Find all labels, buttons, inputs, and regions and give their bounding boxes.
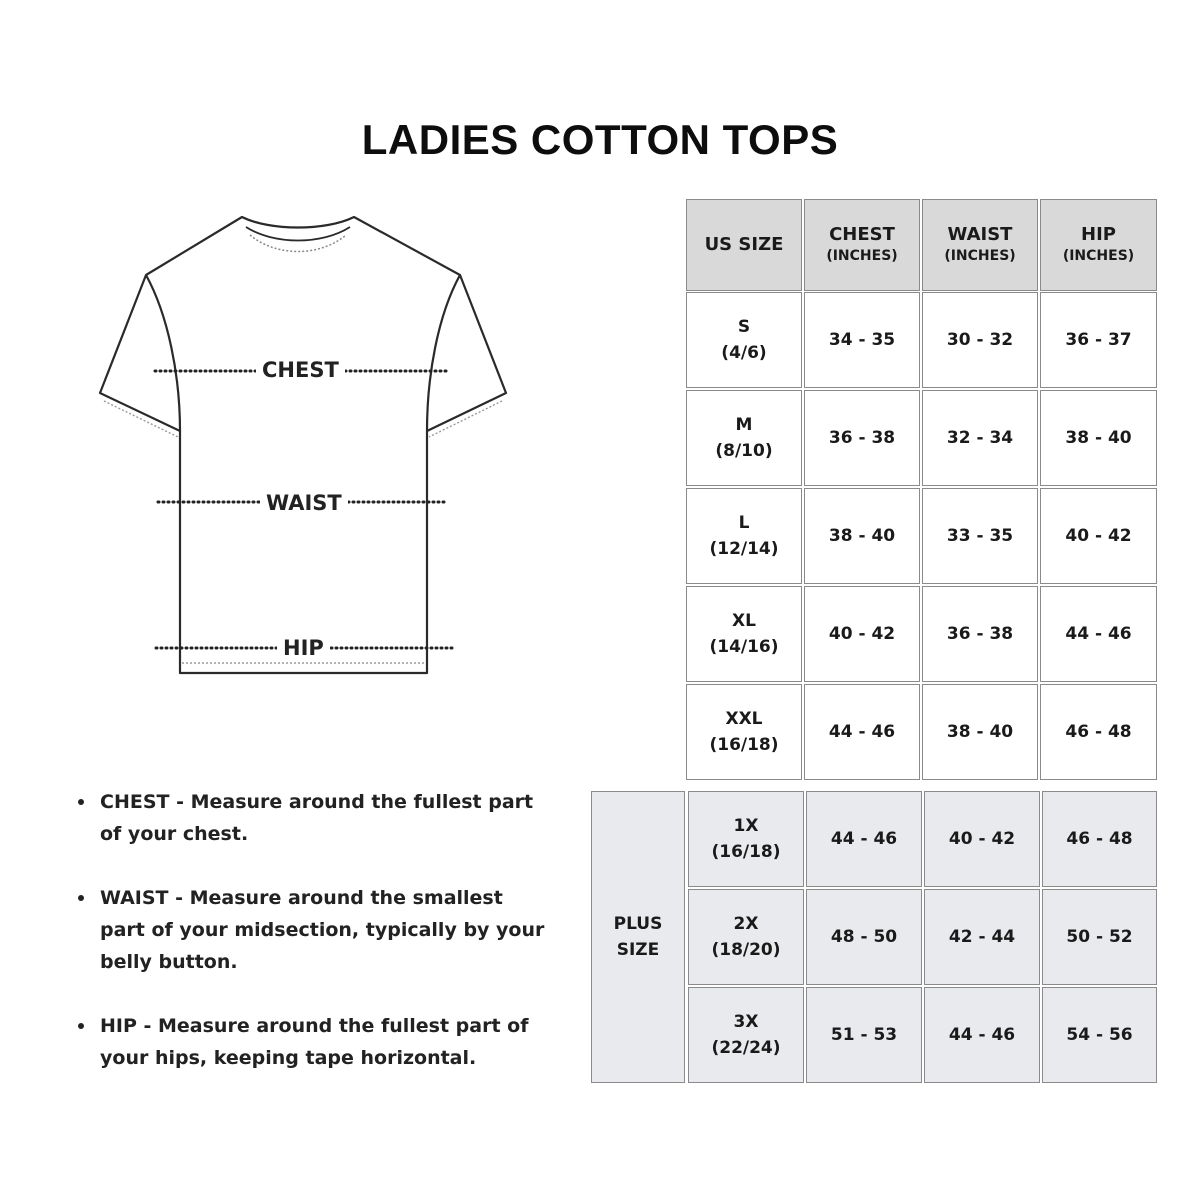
size-cell-xxl [686, 684, 802, 780]
hip-cell: 38 - 40 [1040, 390, 1157, 486]
chest-cell: 44 - 46 [804, 684, 920, 780]
header-hip [1040, 199, 1157, 291]
tshirt-diagram [90, 205, 520, 685]
tshirt-outline [100, 217, 506, 673]
header-label: WAIST [947, 224, 1013, 245]
size-code: 1X [733, 816, 759, 836]
header-label: CHEST [829, 224, 895, 245]
header-label: HIP [1081, 224, 1116, 245]
measurement-notes [76, 786, 546, 1106]
hip-cell: 54 - 56 [1042, 987, 1157, 1083]
header-waist [922, 199, 1038, 291]
size-range: (18/20) [711, 940, 781, 960]
chest-label: CHEST [256, 357, 345, 383]
chest-cell: 40 - 42 [804, 586, 920, 682]
header-us-size [686, 199, 802, 291]
size-cell-1x [688, 791, 804, 887]
chest-cell: 48 - 50 [806, 889, 922, 985]
chest-cell: 36 - 38 [804, 390, 920, 486]
size-range: (4/6) [721, 343, 767, 363]
waist-cell: 30 - 32 [922, 292, 1038, 388]
waist-label: WAIST [260, 490, 348, 516]
waist-cell: 32 - 34 [922, 390, 1038, 486]
note-hip: HIP - Measure around the fullest part of your hips, keeping tape horizontal. [76, 1010, 546, 1074]
size-range: (12/14) [709, 539, 779, 559]
hip-cell: 46 - 48 [1040, 684, 1157, 780]
hip-cell: 50 - 52 [1042, 889, 1157, 985]
hip-cell: 46 - 48 [1042, 791, 1157, 887]
size-cell-m [686, 390, 802, 486]
header-unit: (INCHES) [826, 248, 898, 264]
waist-cell: 42 - 44 [924, 889, 1040, 985]
hip-cell: 36 - 37 [1040, 292, 1157, 388]
size-range: (8/10) [715, 441, 773, 461]
size-cell-2x [688, 889, 804, 985]
waist-cell: 40 - 42 [924, 791, 1040, 887]
size-range: (22/24) [711, 1038, 781, 1058]
size-code: 3X [733, 1012, 759, 1032]
hip-cell: 44 - 46 [1040, 586, 1157, 682]
chest-cell: 38 - 40 [804, 488, 920, 584]
hip-label: HIP [277, 635, 330, 661]
plus-size-label [591, 791, 685, 1083]
plus-label-line: PLUS [613, 914, 663, 934]
tshirt-collar [246, 227, 350, 241]
waist-cell: 38 - 40 [922, 684, 1038, 780]
plus-label-line: SIZE [616, 940, 660, 960]
header-unit: (INCHES) [1062, 248, 1135, 264]
waist-cell: 33 - 35 [922, 488, 1038, 584]
size-range: (16/18) [709, 735, 779, 755]
size-code: L [738, 513, 750, 533]
size-range: (14/16) [709, 637, 779, 657]
size-code: S [737, 317, 751, 337]
header-label: US SIZE [704, 234, 784, 255]
size-cell-3x [688, 987, 804, 1083]
note-waist: WAIST - Measure around the smallest part of your midsection, typically by your belly button. [76, 882, 546, 978]
chest-cell: 51 - 53 [806, 987, 922, 1083]
waist-cell: 36 - 38 [922, 586, 1038, 682]
header-chest [804, 199, 920, 291]
size-code: 2X [733, 914, 759, 934]
size-cell-l [686, 488, 802, 584]
size-code: M [735, 415, 753, 435]
chest-cell: 44 - 46 [806, 791, 922, 887]
size-code: XL [732, 611, 756, 631]
hip-cell: 40 - 42 [1040, 488, 1157, 584]
note-chest: CHEST - Measure around the fullest part of your chest. [76, 786, 546, 850]
chest-cell: 34 - 35 [804, 292, 920, 388]
page-title: LADIES COTTON TOPS [361, 116, 839, 163]
size-code: XXL [725, 709, 763, 729]
header-unit: (INCHES) [944, 248, 1016, 264]
size-cell-xl [686, 586, 802, 682]
waist-cell: 44 - 46 [924, 987, 1040, 1083]
size-cell-s [686, 292, 802, 388]
size-range: (16/18) [711, 842, 781, 862]
